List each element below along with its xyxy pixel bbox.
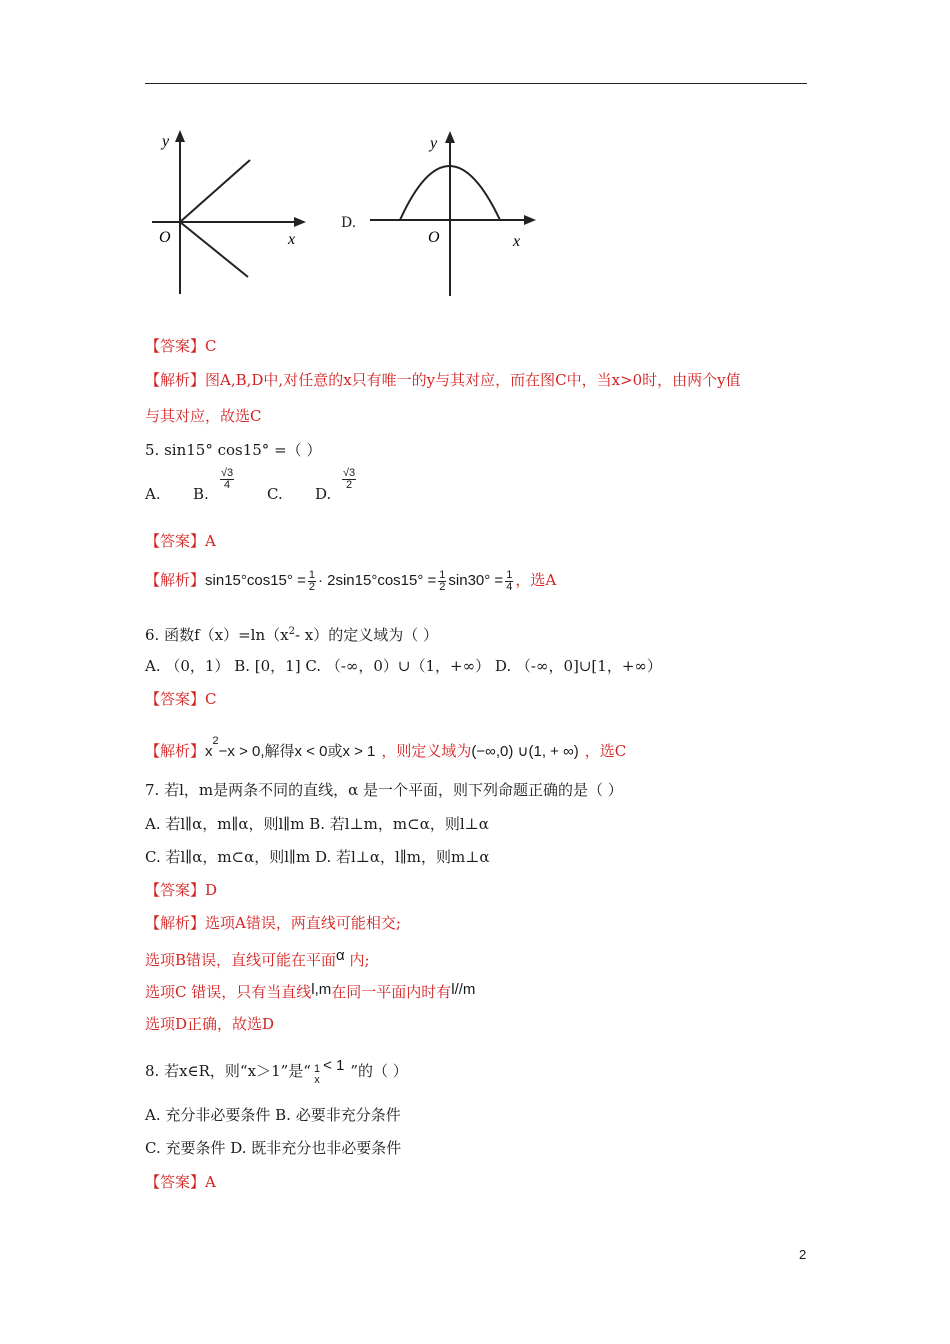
graph-d-y-label: y xyxy=(430,135,438,152)
math-expr-2: · 2sin15°cos15° = xyxy=(317,572,437,589)
fraction-numerator: 1 xyxy=(506,568,513,581)
math-expr-3: sin30° = xyxy=(448,572,504,589)
fraction-denominator: 4 xyxy=(224,479,231,491)
analysis-tail: ，选A xyxy=(515,571,557,589)
fraction-quarter xyxy=(505,570,513,593)
q7-answer xyxy=(145,880,217,900)
graph-d-option-label: D. xyxy=(341,215,357,231)
q8-stem-post: ”的（ ） xyxy=(350,1062,408,1080)
analysis-text: 选项A错误，两直线可能相交; xyxy=(205,914,401,932)
math-less-than: < 1 xyxy=(323,1057,345,1074)
fraction-numerator: 1 xyxy=(308,568,315,581)
answer-tag: 【答案】 xyxy=(145,690,206,708)
analysis-mid: ，则定义域为 xyxy=(381,742,472,760)
fraction-numerator: √3 xyxy=(221,467,234,479)
answer-value: C xyxy=(205,690,217,708)
math-sup: 2 xyxy=(212,735,219,747)
analysis-tag: 【解析】 xyxy=(145,371,206,389)
fraction-numerator: 1 xyxy=(313,1063,321,1075)
analysis-text: 图A,B,D中,对任意的x只有唯一的y与其对应，而在图C中，当x>0时，由两个y值 xyxy=(205,371,741,389)
answer-tag: 【答案】 xyxy=(145,881,206,899)
analysis-text: 选项B错误，直线可能在平面 xyxy=(145,951,337,969)
q6-stem-sup: 2 xyxy=(288,626,295,637)
q7-options-cd: C. 若l∥α，m⊂α，则l∥m D. 若l⊥α，l∥m，则m⊥α xyxy=(145,848,490,866)
analysis-tail: ，选C xyxy=(584,742,627,760)
q8-options-ab: A. 充分非必要条件 B. 必要非充分条件 xyxy=(145,1106,401,1124)
q8-answer xyxy=(145,1172,216,1192)
answer-value: A xyxy=(205,532,216,550)
fraction-half-2 xyxy=(438,570,446,593)
q6-options: A. （0，1） B. [0，1] C. （-∞，0）∪（1，+∞） D. （-∞，0]∪[1，+∞） xyxy=(145,657,662,675)
q5-option-c: C. xyxy=(267,485,283,503)
math-expr-1: sin15°cos15° = xyxy=(205,572,306,589)
q7-stem: 7. 若l，m是两条不同的直线，α 是一个平面，则下列命题正确的是（ ） xyxy=(145,781,623,799)
analysis-text: 在同一平面内时有 xyxy=(331,983,452,1001)
fraction-half xyxy=(308,570,316,593)
answer-value: D xyxy=(205,881,218,899)
graph-d-origin-label: O xyxy=(428,229,440,246)
q7-analysis-line-4: 选项D正确，故选D xyxy=(145,1015,275,1033)
header-rule xyxy=(145,83,807,84)
graph-c xyxy=(148,124,308,299)
fraction-denominator: 2 xyxy=(346,479,353,491)
analysis-tag: 【解析】 xyxy=(145,742,206,760)
q5-option-b: B. xyxy=(193,485,209,503)
q5-stem: 5. sin15° cos15° =（ ） xyxy=(145,441,322,459)
fraction-denominator: 2 xyxy=(439,580,446,593)
math-domain: (−∞,0) ∪(1, + ∞) xyxy=(471,743,579,760)
q6-stem-pre: 6. 函数f（x）=ln（x xyxy=(145,626,289,644)
math-condition: −x > 0,解得x < 0或x > 1 xyxy=(218,743,376,760)
math-alpha: α xyxy=(336,947,345,964)
q8-options-cd: C. 充要条件 D. 既非充分也非必要条件 xyxy=(145,1139,402,1157)
fraction-numerator: √3 xyxy=(343,467,356,479)
answer-tag: 【答案】 xyxy=(145,1173,206,1191)
q8-stem-pre: 8. 若x∈R，则“x＞1”是“ xyxy=(145,1062,311,1080)
q7-analysis-line-1 xyxy=(145,913,401,933)
q4-analysis-line-1 xyxy=(145,370,741,390)
q5-answer xyxy=(145,531,216,551)
q5-option-a: A. xyxy=(145,485,161,503)
graph-c-origin-label: O xyxy=(159,229,171,246)
graph-c-y-label: y xyxy=(162,133,170,150)
q4-analysis-line-2: 与其对应，故选C xyxy=(145,407,262,425)
q6-stem xyxy=(145,622,438,645)
math-lm: l,m xyxy=(311,981,332,998)
answer-value: C xyxy=(205,337,217,355)
fraction-denominator: x xyxy=(314,1074,320,1086)
q8-fraction xyxy=(313,1064,321,1086)
analysis-text: 选项C 错误，只有当直线 xyxy=(145,983,312,1001)
q7-analysis-line-3 xyxy=(145,980,475,1002)
q5-option-d: D. xyxy=(315,485,332,503)
fraction-denominator: 2 xyxy=(308,580,315,593)
q7-options-ab: A. 若l∥α，m∥α，则l∥m B. 若l⊥m，m⊂α，则l⊥α xyxy=(145,815,489,833)
graph-c-x-label: x xyxy=(288,231,296,248)
analysis-text: 内; xyxy=(344,951,370,969)
q6-answer xyxy=(145,689,217,709)
q5-option-b-fraction xyxy=(220,468,234,491)
q6-analysis xyxy=(145,728,626,765)
q7-analysis-line-2 xyxy=(145,946,370,970)
q4-answer xyxy=(145,336,217,356)
fraction-numerator: 1 xyxy=(439,568,446,581)
q8-stem xyxy=(145,1046,408,1086)
analysis-tag: 【解析】 xyxy=(145,914,206,932)
math-x: x xyxy=(205,743,213,760)
graph-d xyxy=(368,124,538,302)
graph-d-x-label: x xyxy=(513,233,521,250)
answer-tag: 【答案】 xyxy=(145,337,206,355)
math-parallel: l//m xyxy=(451,981,476,998)
fraction-denominator: 4 xyxy=(506,580,513,593)
q6-stem-post: - x）的定义域为（ ） xyxy=(294,626,439,644)
q5-option-d-fraction xyxy=(342,468,356,491)
page-number: 2 xyxy=(799,1247,807,1262)
analysis-tag: 【解析】 xyxy=(145,571,206,589)
answer-value: A xyxy=(205,1173,216,1191)
q5-analysis xyxy=(145,567,556,594)
answer-tag: 【答案】 xyxy=(145,532,206,550)
